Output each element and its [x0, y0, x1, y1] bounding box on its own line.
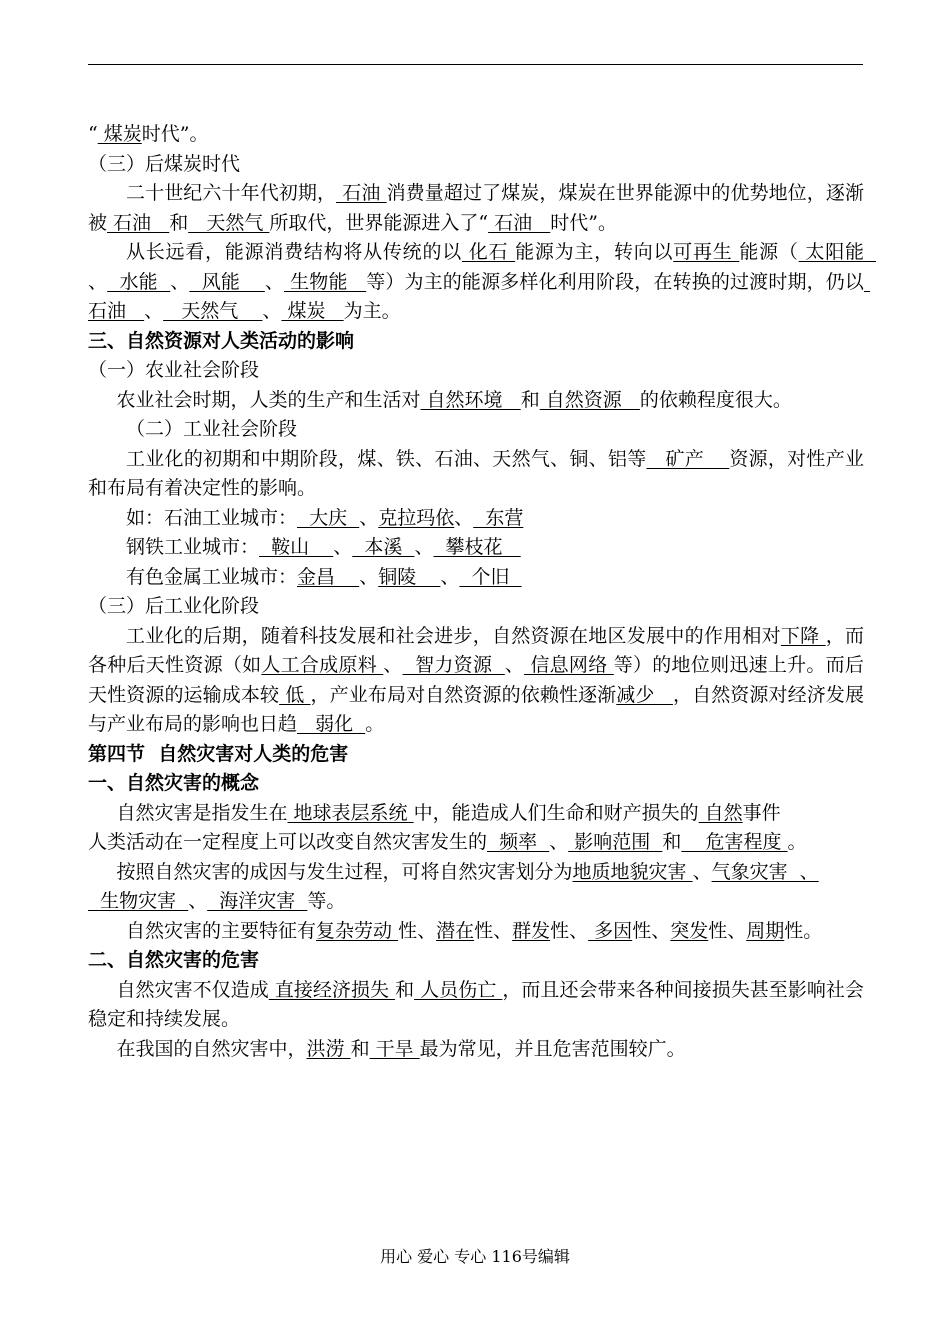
text-run: 、	[359, 565, 379, 588]
text-run: 和	[395, 978, 415, 1001]
text-run: 消费量超过了煤炭，煤炭在世界能源中的优势地位，逐渐被	[88, 182, 864, 234]
answer-blank: 洪涝	[306, 1037, 351, 1060]
answer-blank: 鞍山	[259, 536, 334, 558]
text-run: 性。	[784, 919, 823, 942]
answer-blank: 生物能	[283, 270, 367, 293]
text-run: （三）后工业化阶段	[88, 595, 260, 617]
text-run: 按照自然灾害的成因与发生过程，可将自然灾害划分为	[116, 860, 573, 883]
text-run: 、	[264, 270, 284, 293]
text-run: 所取代，世界能源进入了“	[269, 211, 489, 234]
text-run: 和	[169, 211, 189, 234]
text-run: 最为常见，并且危害范围较广。	[419, 1037, 686, 1060]
section-heading	[88, 769, 864, 799]
text-run: 性、	[708, 919, 747, 942]
text-run: 、	[170, 270, 190, 293]
answer-blank: 自然	[698, 801, 743, 824]
answer-blank: 铜陵	[378, 565, 441, 588]
text-run: 二、自然灾害的危害	[88, 949, 260, 971]
answer-blank: 化石	[461, 241, 516, 263]
text-run: 自然灾害是指发生在	[116, 801, 288, 824]
answer-blank: 煤炭	[281, 300, 344, 322]
answer-blank: 人工合成原料	[261, 654, 384, 676]
answer-blank: 石油	[336, 182, 387, 204]
paragraph	[88, 887, 864, 917]
text-run: 第四节 自然灾害对人类的危害	[88, 742, 349, 765]
text-run: 能源为主，转向以	[515, 241, 674, 263]
text-run: 、	[262, 300, 282, 322]
text-run: （三）后煤炭时代	[88, 152, 241, 175]
text-run: 自然灾害不仅造成	[116, 978, 269, 1001]
text-run: 性、	[632, 919, 671, 942]
text-run: 三、自然资源对人类活动的影响	[88, 329, 355, 352]
text-run: 中，能造成人们生命和财产损失的	[413, 801, 699, 824]
text-run: 资源，对性产业和布局有着决定性的影响。	[88, 447, 864, 499]
text-run: 从长远看，能源消费结构将从传统的以	[126, 241, 462, 263]
text-run: 农业社会时期，人类的生产和生活对	[116, 388, 421, 411]
text-run: 、	[440, 565, 460, 588]
text-run: 等）为主的能源多样化利用阶段，在转换的过渡时期，仍以	[366, 270, 864, 293]
text-run: ，而各种后天性资源（如	[88, 624, 864, 676]
answer-blank: 突发	[670, 919, 709, 942]
text-run: 自然灾害的主要特征有	[126, 919, 317, 942]
text-run: 和	[350, 1037, 370, 1060]
answer-blank: 煤炭	[97, 123, 142, 145]
text-run: 、	[88, 270, 108, 293]
text-run: 人类活动在一定程度上可以改变自然灾害发生的	[88, 831, 488, 853]
text-run: 、	[383, 654, 403, 676]
text-run: 时代”。	[550, 211, 617, 234]
document-body	[88, 120, 877, 1064]
paragraph	[88, 976, 864, 1035]
answer-blank: 潜在	[436, 919, 475, 942]
text-run: 、	[692, 860, 712, 883]
text-run: 。	[365, 713, 385, 735]
text-run: 钢铁工业城市：	[126, 536, 260, 558]
text-run: 二十世纪六十年代初期，	[126, 182, 337, 204]
answer-blank: 自然环境	[420, 388, 521, 411]
text-run: 的依赖程度很大。	[639, 388, 792, 411]
text-run: 工业化的初期和中期阶段，煤、铁、石油、天然气、铜、铝等	[126, 447, 647, 470]
text-run: 工业化的后期，随着科技发展和社会进步，自然资源在地区发展中的作用相对	[126, 624, 781, 647]
text-run: “	[88, 123, 98, 145]
text-run: 、	[454, 506, 474, 529]
paragraph	[88, 150, 864, 180]
paragraph	[88, 858, 864, 888]
answer-blank: 石油	[488, 211, 551, 234]
text-run: 、	[333, 536, 353, 558]
page-footer: 用心 爱心 专心 116号编辑	[380, 1247, 570, 1266]
text-run: 等）的地位则迅速上升。而后天性资源的运输成本较	[88, 654, 864, 706]
text-run: 和	[520, 388, 540, 411]
text-run: ，而且还会带来各种间接损失甚至影响社会稳定和持续发展。	[88, 978, 864, 1030]
answer-blank: 频率	[487, 831, 550, 853]
answer-blank: 生物灾害	[88, 890, 189, 912]
text-run: 如：石油工业城市：	[126, 506, 298, 529]
paragraph	[88, 504, 864, 534]
paragraph	[88, 445, 864, 504]
paragraph	[88, 1035, 864, 1065]
text-run: 、	[359, 506, 379, 529]
answer-blank: 周期	[746, 919, 785, 942]
text-run: 在我国的自然灾害中，	[116, 1037, 307, 1060]
answer-blank: 水能	[107, 270, 171, 293]
answer-blank: 群发	[512, 919, 551, 942]
paragraph	[88, 592, 864, 622]
paragraph	[88, 622, 864, 740]
answer-blank: 风能	[189, 270, 265, 293]
paragraph	[88, 356, 864, 386]
paragraph	[88, 386, 864, 416]
text-run: ，产业布局对自然资源的依赖性逐渐	[310, 683, 617, 706]
section-heading	[88, 740, 864, 770]
answer-blank: 影响范围	[568, 831, 663, 853]
answer-blank: 可再生	[673, 241, 740, 263]
answer-blank: 金昌	[297, 565, 360, 588]
text-run: 能源（	[739, 241, 799, 263]
text-run: 、	[504, 654, 525, 676]
answer-blank: 智力资源	[402, 654, 505, 676]
paragraph	[88, 120, 864, 150]
answer-blank: 矿产	[646, 447, 730, 470]
text-run: （二）工业社会阶段	[126, 418, 298, 440]
text-run: 为主。	[343, 300, 401, 322]
answer-blank: 地质地貌灾害	[572, 860, 693, 883]
answer-blank: 本溪	[352, 536, 415, 558]
paragraph	[88, 799, 864, 829]
answer-blank: 天然气	[188, 211, 270, 234]
answer-blank: 危害程度	[681, 831, 788, 853]
answer-blank: 多因	[588, 919, 633, 942]
text-run: 时代”。	[141, 123, 209, 145]
answer-blank: 干旱	[369, 1037, 420, 1060]
answer-blank: 减少	[616, 683, 673, 706]
text-run: ，自然资源对经济发展与产业布局的影响也日趋	[88, 683, 864, 735]
answer-blank: 信息网络	[524, 654, 614, 676]
answer-blank: 气象灾害 、	[711, 860, 819, 883]
text-run: 和	[662, 831, 682, 853]
answer-blank: 石油	[107, 211, 170, 234]
paragraph	[88, 238, 877, 327]
answer-blank: 攀枝花	[433, 536, 521, 558]
answer-blank: 东营	[473, 506, 524, 529]
answer-blank: 克拉玛依	[378, 506, 455, 529]
text-run: 、	[144, 300, 164, 322]
answer-blank: 石油	[88, 270, 870, 322]
paragraph	[88, 828, 864, 858]
paragraph	[88, 533, 864, 563]
text-run: （一）农业社会阶段	[88, 359, 260, 381]
answer-blank: 大庆	[297, 506, 360, 529]
text-run: 性、	[398, 919, 437, 942]
answer-blank: 直接经济损失	[268, 978, 396, 1001]
text-run: 事件	[742, 801, 781, 824]
header-rule	[88, 64, 863, 65]
answer-blank: 低	[279, 683, 311, 706]
text-run: 。	[787, 831, 807, 853]
answer-blank: 个旧	[459, 565, 522, 588]
answer-blank: 天然气	[163, 300, 263, 322]
answer-blank: 太阳能	[798, 241, 877, 263]
text-run: 、	[549, 831, 569, 853]
section-heading	[88, 327, 864, 357]
text-run: 、	[188, 890, 208, 912]
section-heading	[88, 946, 864, 976]
answer-blank: 复杂劳动	[316, 919, 399, 942]
paragraph	[88, 415, 864, 445]
answer-blank: 海洋灾害	[207, 890, 308, 912]
paragraph	[88, 179, 864, 238]
answer-blank: 弱化	[297, 713, 366, 735]
text-run: 性、	[550, 919, 589, 942]
text-run: 性、	[474, 919, 513, 942]
answer-blank: 地球表层系统	[287, 801, 414, 824]
text-run: 、	[414, 536, 434, 558]
text-run: 一、自然灾害的概念	[88, 772, 260, 794]
answer-blank: 自然资源	[539, 388, 640, 411]
answer-blank: 下降	[780, 624, 826, 647]
answer-blank: 人员伤亡	[414, 978, 503, 1001]
paragraph	[88, 917, 864, 947]
text-run: 有色金属工业城市：	[126, 565, 298, 588]
paragraph	[88, 563, 864, 593]
text-run: 等。	[307, 890, 346, 912]
